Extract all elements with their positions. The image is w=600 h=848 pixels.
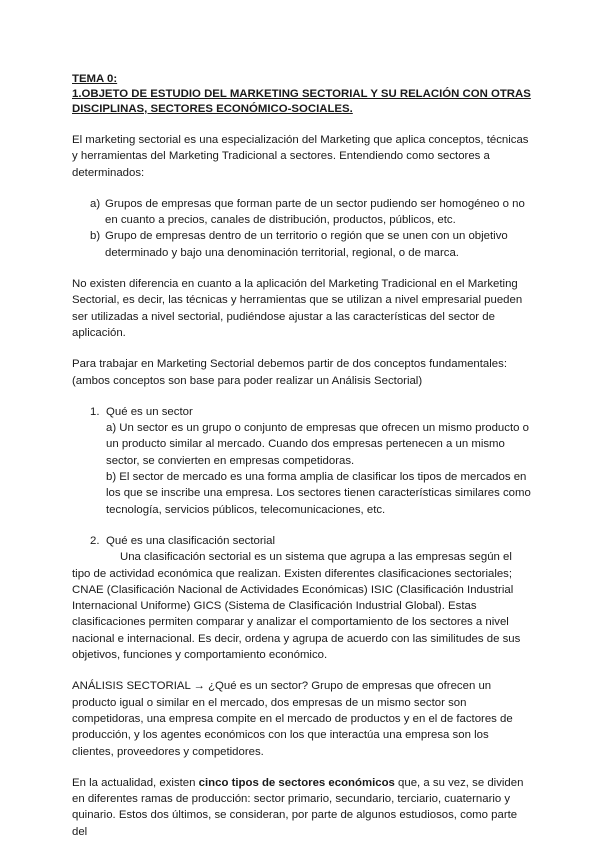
text-run: En la actualidad, existen (72, 776, 199, 789)
concept-sector-a: a) Un sector es un grupo o conjunto de empresas que ofrecen un mismo producto o un producto similar al mercado. Cuando dos empresas pertenecen a un mismo sector, se convierten en empresas competidoras. (106, 422, 529, 467)
concept-sector-b: b) El sector de mercado es una forma amplia de clasificar los tipos de mercados en los que se inscribe una empresa. Los sectores tienen características similares como tecnología, servicios públicos, telecomunicaciones, etc. (106, 471, 531, 516)
list-marker: 2. (90, 534, 100, 547)
list-marker: b) (90, 230, 101, 243)
list-marker: 1. (90, 405, 100, 418)
intro-paragraph: El marketing sectorial es una especialización del Marketing que aplica conceptos, técnicas y herramientas del Marketing Tradicional a sectores. Entendiendo como sectores a determinados: (72, 134, 529, 179)
list-marker: a) (90, 197, 101, 210)
title-line-tema: TEMA 0: (72, 73, 118, 85)
list-item (72, 196, 532, 229)
list-item-text: Grupo de empresas dentro de un territorio o región que se unen con un objetivo determinado y bajo una denominación territorial, regional, o de marca. (105, 230, 508, 259)
text-run: que, a su vez, se dividen en diferentes ramas de producción: sector primario, secundario, terciario, cuaternario y quinario. Estos dos últimos, se consideran, por parte de algunos estudiosos, como parte del (72, 776, 524, 838)
document-page (72, 72, 532, 840)
paragraph-analisis-sectorial: ANÁLISIS SECTORIAL → ¿Qué es un sector? Grupo de empresas que ofrecen un producto igual o similar en el mercado, dos empresas de un mismo sector son competidoras, una empresa compite en el mercado de productos y en el de factores de producción, y los agentes económicos con los que interactúa una empresa son los clientes, proveedores y competidores. (72, 680, 513, 758)
paragraph-aplicacion: No existen diferencia en cuanto a la aplicación del Marketing Tradicional en el Marketing Sectorial, es decir, las técnicas y herramientas que se utilizan a nivel empresarial pueden ser utilizadas a nivel sectorial, pudiéndose ajustar a las características del sector de aplicación. (72, 278, 523, 339)
concept-heading: Qué es una clasificación sectorial (106, 534, 276, 547)
sector-types-list (72, 196, 532, 261)
paragraph-tipos-sectores (72, 775, 532, 840)
concepts-list (72, 404, 532, 663)
list-item (72, 228, 532, 261)
concept-heading: Qué es un sector (106, 405, 193, 418)
paragraph-conceptos: Para trabajar en Marketing Sectorial debemos partir de dos conceptos fundamentales: (ambos conceptos son base para poder realizar un Análisis Sectorial) (72, 358, 507, 387)
title-line-heading: 1.OBJETO DE ESTUDIO DEL MARKETING SECTORIAL Y SU RELACIÓN CON OTRAS DISCIPLINAS, SECTORES ECONÓMICO-SOCIALES. (72, 88, 531, 115)
concept-clasificacion-body: Una clasificación sectorial es un sistema que agrupa a las empresas según el tipo de actividad económica que realizan. Existen diferentes clasificaciones sectoriales; CNAE (Clasificación Nacional de Actividades Económicas) ISIC (Clasificación Industrial Internacional Uniforme) GICS (Sistema de Clasificación Industrial Global). Estas clasificaciones permiten comparar y analizar el comportamiento de los sectores a nivel nacional e internacional. Es decir, ordena y agrupa de acuerdo con las similitudes de sus objetivos, funciones y comportamiento económico. (72, 551, 521, 662)
list-item-text: Grupos de empresas que forman parte de un sector pudiendo ser homogéneo o no en cuanto a precios, canales de distribución, productos, públicos, etc. (105, 197, 525, 227)
concept-sector (72, 404, 532, 518)
document-title (72, 72, 532, 117)
bold-text-run: cinco tipos de sectores económicos (198, 776, 395, 789)
concept-clasificacion (72, 533, 532, 549)
